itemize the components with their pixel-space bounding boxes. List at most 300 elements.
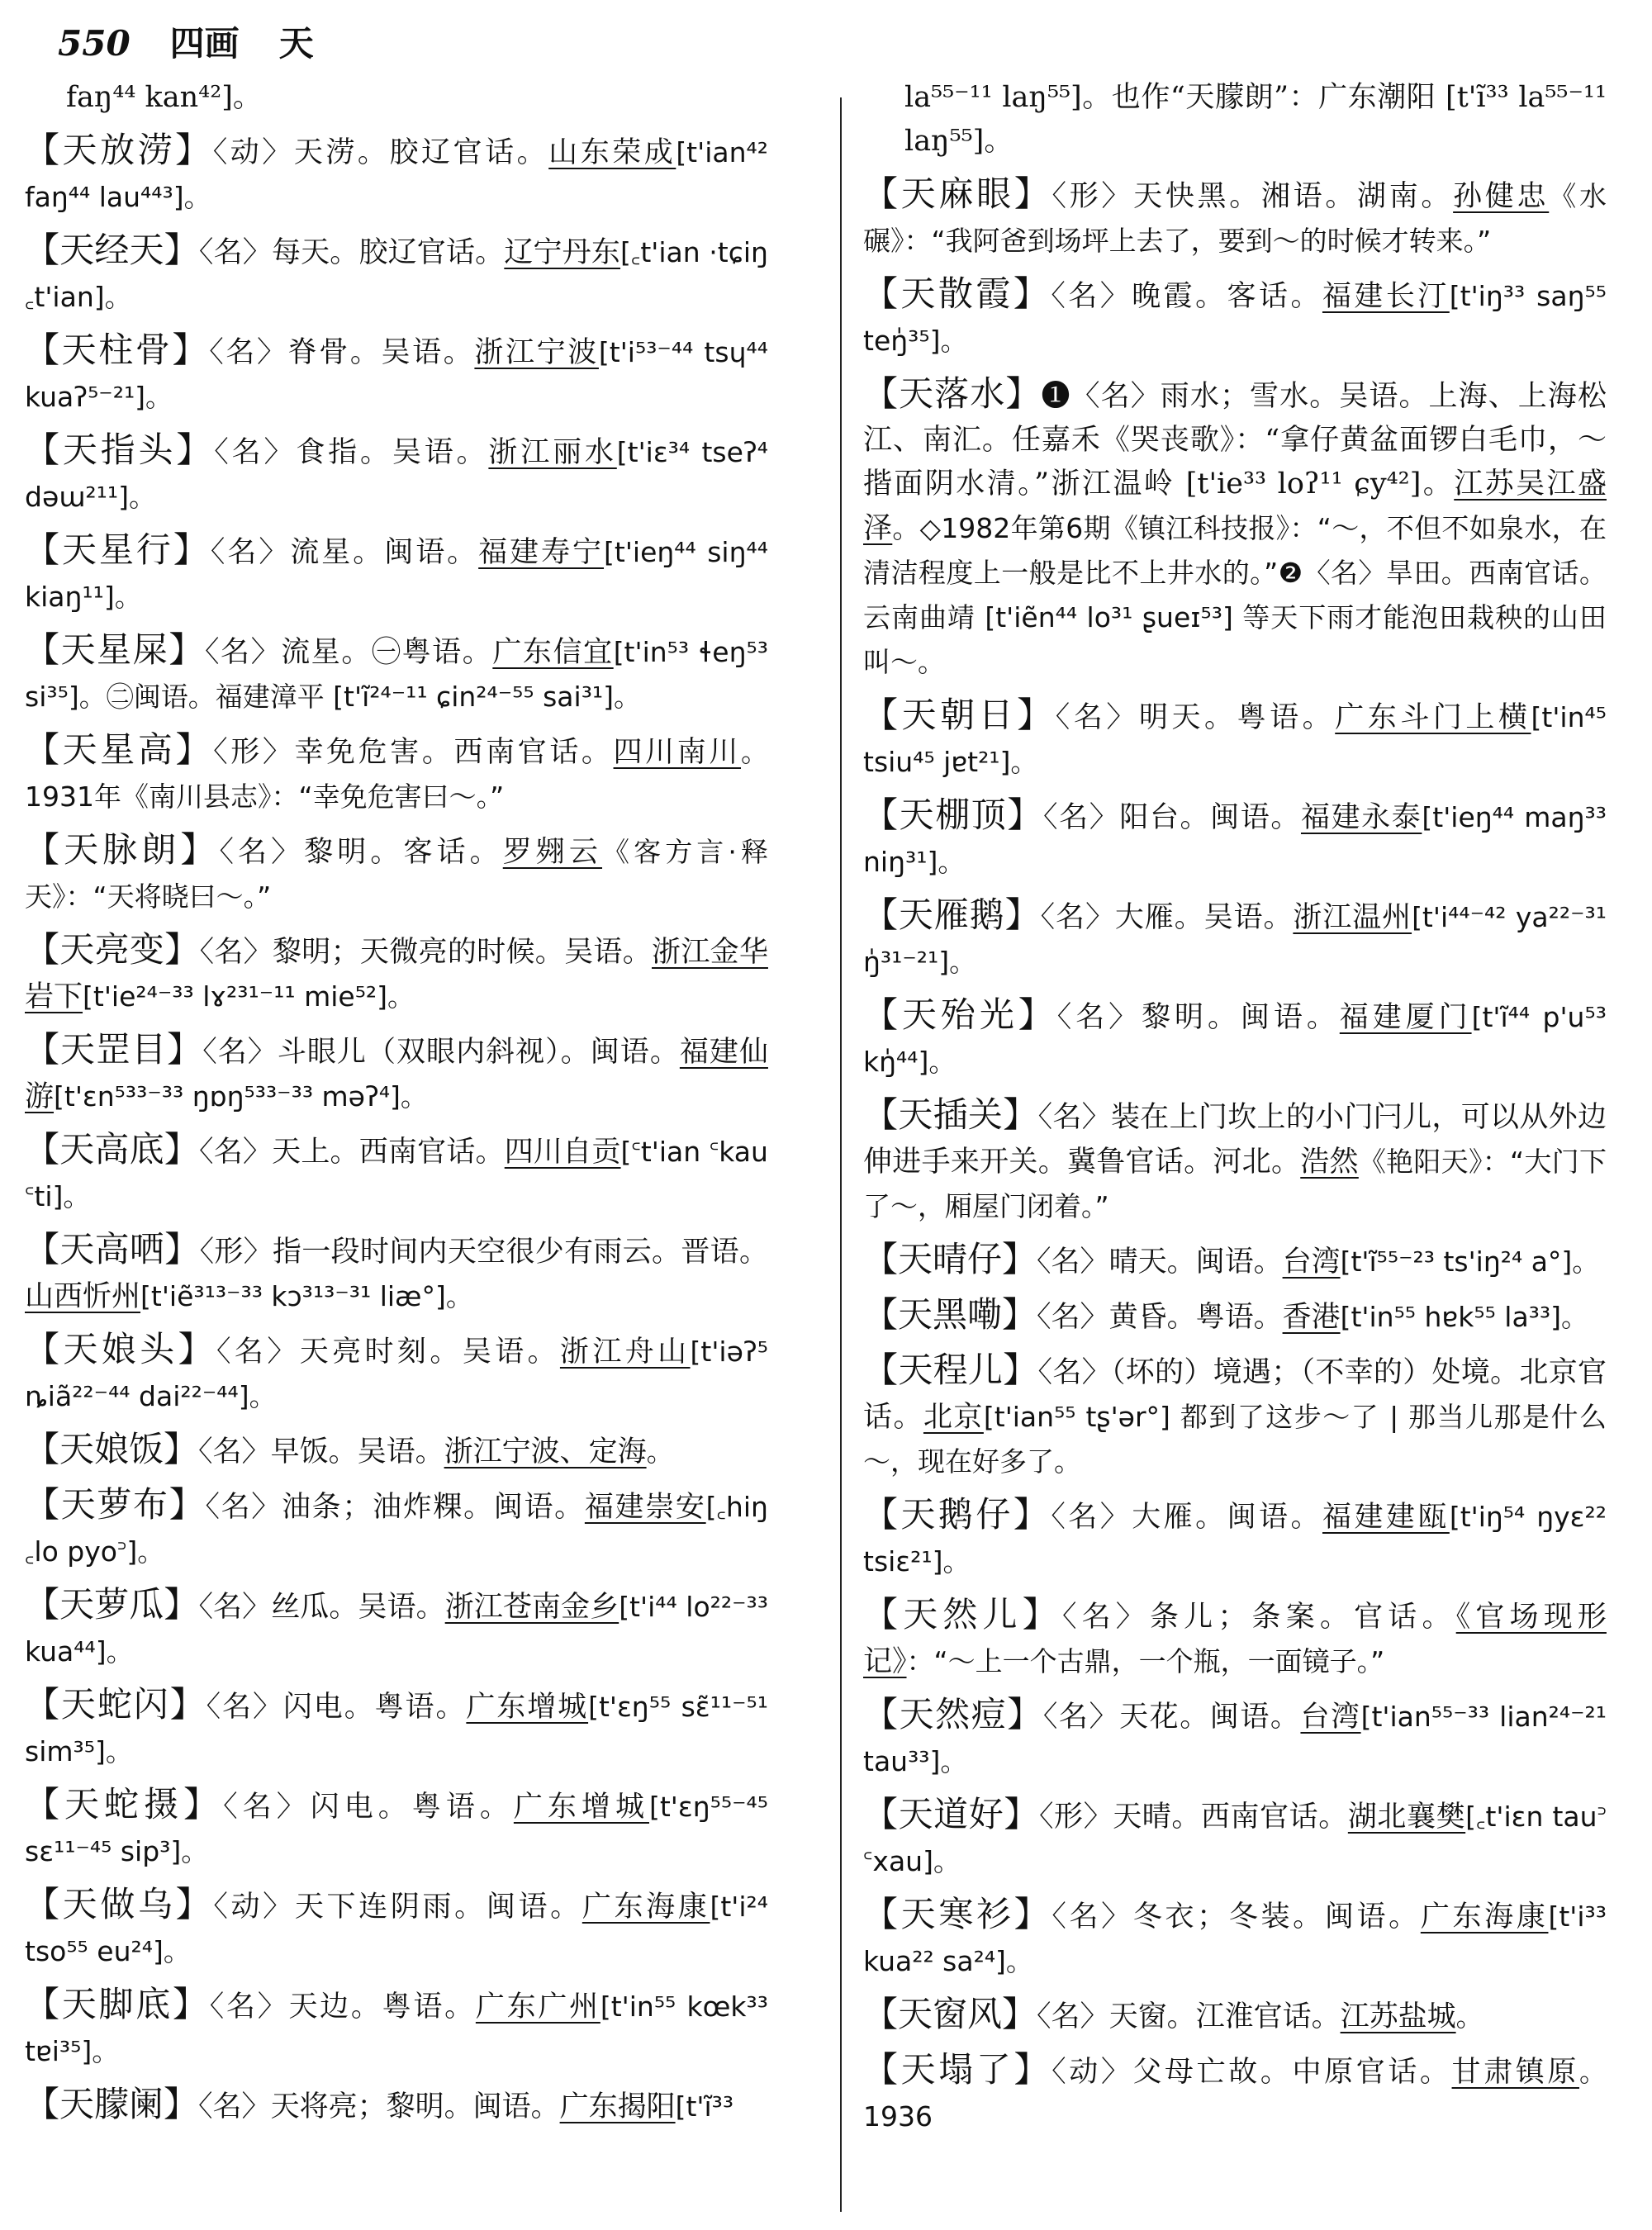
definition: 父母亡故。中原官话。 [1132,2056,1452,2089]
close-bracket: 】 [1017,695,1056,735]
dictionary-entry [863,372,1607,685]
part-of-speech: 〈名〉 [1056,1001,1142,1034]
location: 浙江宁波 [474,336,599,369]
location: 山东荣成 [548,136,676,169]
location: 广东增城 [466,1691,589,1724]
pronunciation: 。1936 [863,2056,1607,2133]
part-of-speech: 〈形〉 [213,736,295,769]
definition: 黎明。客话。 [304,836,503,869]
pronunciation: [t'ĩ³³ [675,2090,734,2123]
headword: 天雁鹅 [898,894,1005,935]
definition: 明天。粤语。 [1138,701,1336,734]
dictionary-entry [25,1682,768,1774]
close-bracket: 】 [1018,994,1057,1035]
open-bracket: 【 [863,795,900,835]
pronunciation: [t'ɛŋ⁵⁵ sɛ̃¹¹⁻⁵¹ sim³⁵]。 [25,1691,768,1767]
location: 浙江舟山 [559,1336,691,1369]
headword: 天放涝 [62,130,176,170]
location: 福建永泰 [1300,801,1422,834]
pronunciation: [t'ian⁵⁵⁻³³ lian²⁴⁻²¹ tau³³]。 [863,1701,1607,1777]
pronunciation: [t'iẽ³¹³⁻³³ kɔ³¹³⁻³¹ liæ°]。 [140,1280,473,1312]
close-bracket: 】 [164,1584,199,1625]
definition: 天亮时刻。吴语。 [299,1336,560,1369]
part-of-speech: 〈名〉 [1037,1245,1109,1279]
headword: 天黑嘞 [898,1294,1003,1335]
location: 四川自贡 [504,1136,621,1169]
definition: 黄昏。粤语。 [1108,1301,1283,1334]
headword: 天殆光 [901,994,1018,1035]
part-of-speech: 〈形〉 [1051,180,1134,213]
open-bracket: 【 [25,929,60,970]
open-bracket: 【 [863,1794,899,1834]
close-bracket: 】 [176,429,215,470]
part-of-speech: 〈名〉 [198,1435,271,1468]
pronunciation: [t'in⁴⁵ tsiu⁴⁵ jɐt²¹]。 [863,701,1607,778]
headword: 天亮变 [59,929,165,970]
pronunciation: [t'ĩ⁵⁵⁻²³ ts'iŋ²⁴ a°]。 [1340,1245,1600,1278]
open-bracket: 【 [863,1350,899,1390]
dictionary-entry [863,1093,1607,1229]
open-bracket: 【 [863,1994,899,2034]
dictionary-entry [863,1992,1607,2039]
definition: 天边。粤语。 [288,1990,476,2024]
headword: 天高底 [59,1129,164,1170]
pronunciation: [t'iŋ⁵⁴ ŋyɛ²² tsiɛ²¹]。 [863,1501,1607,1578]
open-bracket: 【 [863,1894,901,1934]
open-bracket: 【 [25,1984,62,2024]
location: 广东增城 [513,1791,649,1824]
dictionary-entry [25,1982,768,2074]
definition: 晚霞。客话。 [1132,280,1322,313]
location: 辽宁丹东 [504,236,621,269]
dictionary-entry [863,993,1607,1084]
headword: 天萝布 [60,1484,169,1525]
definition: 天快黑。湘语。湖南。 [1133,180,1454,213]
location: 湖北襄樊 [1347,1801,1466,1834]
definition: 雨水；雪水。吴语。上海、上海松江、南汇。任嘉禾《哭丧歌》：“拿仔黄盆面锣白毛巾，～揩面阴水清。”浙江温岭 [t'ie³³ loʔ¹¹ ɕy⁴²]。 [863,380,1607,501]
part-of-speech: 〈名〉 [209,336,288,369]
open-bracket: 【 [25,1029,61,1070]
definition: 油条；油炸粿。闽语。 [282,1491,585,1524]
definition: 幸免危害。西南官话。 [294,736,614,769]
headword: 天高哂 [59,1229,165,1269]
definition: （坏的）境遇；（不幸的）处境。北京官话。 [863,1356,1607,1434]
dictionary-entry [25,1782,768,1874]
headword: 天娘饭 [59,1429,164,1469]
part-of-speech: 〈名〉 [1042,1701,1120,1734]
dictionary-entry [863,1237,1607,1284]
definition: 天窗。江淮官话。 [1108,2000,1341,2033]
close-bracket: 】 [1005,373,1042,414]
definition: 早饭。吴语。 [270,1435,444,1468]
location: 浙江温州 [1293,901,1412,934]
location: 浙江苍南金乡 [444,1591,620,1624]
part-of-speech: 〈动〉 [212,136,294,169]
open-bracket: 【 [863,1494,901,1535]
part-of-speech: 〈名〉 [198,2090,271,2123]
definition: 大雁。闽语。 [1132,1501,1322,1534]
close-bracket: 】 [1014,173,1052,214]
headword: 天散霞 [900,273,1014,314]
headword: 天星行 [61,529,173,570]
open-bracket: 【 [25,1584,60,1625]
part-of-speech: 〈名〉 [210,536,291,569]
close-bracket: 】 [175,729,214,770]
open-bracket: 【 [863,994,902,1035]
location: 山西忻州 [25,1280,141,1313]
head-character: 天 [278,23,314,64]
definition: 流星。闽语。 [290,536,479,569]
location: 福建长汀 [1322,280,1450,313]
open-bracket: 【 [863,273,901,314]
pronunciation: [t'i⁴⁴ lo²²⁻³³ kua⁴⁴]。 [25,1591,768,1668]
dictionary-entry [863,793,1607,885]
part-of-speech: 〈动〉 [1051,2056,1133,2089]
close-bracket: 】 [164,2084,199,2124]
pronunciation: 《水碾》：“我阿爸到场坪上去了，要到～的时候才转来。” [863,180,1607,257]
dictionary-entry [25,1127,768,1219]
pronunciation: [꜀t'ian ·tɕiŋ ꜀t'ian]。 [25,236,768,313]
close-bracket: 】 [175,130,213,170]
definition: 冬衣；冬装。闽语。 [1132,1900,1421,1933]
dictionary-entry [25,1327,768,1419]
dictionary-entry [25,1582,768,1674]
open-bracket: 【 [25,330,62,370]
pronunciation: [t'in⁵³ ɬeŋ⁵³ si³⁵]。㊁闽语。福建漳平 [t'ĩ²⁴⁻¹¹ ɕin²⁴⁻⁵⁵ sai³¹]。 [25,636,768,713]
dictionary-entry [25,328,768,420]
pronunciation: [꜂t'ian ꜂kau ꜂ti]。 [25,1136,768,1212]
definition: 黎明；天微亮的时候。吴语。 [273,936,653,969]
part-of-speech: 〈名〉 [198,236,272,269]
location: 孙健忠 [1453,180,1550,213]
part-of-speech: 〈名〉 [1037,2000,1109,2033]
dictionary-entry [25,1027,768,1119]
close-bracket: 】 [1004,894,1041,935]
definition: 指一段时间内天空很少有雨云。晋语。 [273,1236,768,1269]
open-bracket: 【 [863,1294,899,1335]
location: 广东信宜 [492,636,614,669]
dictionary-entry [863,1592,1607,1684]
headword: 天娘头 [63,1329,178,1369]
location: 《官场现形记》 [863,1601,1607,1678]
close-bracket: 】 [175,1884,214,1924]
pronunciation: ：“～上一个古鼎，一个瓶，一面镜子。” [906,1645,1385,1677]
close-bracket: 】 [164,929,200,970]
open-bracket: 【 [863,1694,900,1734]
page-header [58,17,1602,74]
location: 浙江丽水 [488,436,617,469]
dictionary-entry [25,128,768,220]
pronunciation: [꜀hiŋ ꜀lo pyo꜄]。 [25,1491,768,1568]
left-column [25,76,768,2223]
open-bracket: 【 [25,130,63,170]
open-bracket: 【 [25,2084,60,2124]
headword: 天蛇摄 [64,1784,184,1824]
definition: 天涝。胶辽官话。 [293,136,549,169]
definition: 闪电。粤语。 [310,1791,514,1824]
pronunciation: [t'ie²⁴⁻³³ lɤ²³¹⁻¹¹ mie⁵²]。 [83,980,415,1013]
close-bracket: 】 [1003,1350,1038,1390]
dictionary-entry [25,1427,768,1474]
open-bracket: 【 [863,1094,899,1135]
headword: 天蛇闪 [60,1684,170,1725]
headword: 天寒衫 [900,1894,1014,1934]
location: 香港 [1282,1301,1341,1334]
pronunciation: 《艳阳天》：“大门下了～，厢屋门闭着。” [863,1146,1607,1222]
headword: 天棚顶 [899,795,1008,835]
dictionary-entry [863,1692,1607,1784]
close-bracket: 】 [169,1484,206,1525]
close-bracket: 】 [180,829,220,870]
location: 福建寿宁 [478,536,605,569]
column-divider [840,97,842,2212]
dictionary-entry [863,1892,1607,1984]
close-bracket: 】 [1002,1294,1037,1335]
open-bracket: 【 [25,1784,65,1824]
definition: 黎明。闽语。 [1142,1001,1340,1034]
location: 福建仙游 [25,1036,768,1113]
pronunciation: [t'iɛ³⁴ tseʔ⁴ dəɯ²¹¹]。 [25,436,768,513]
headword: 天指头 [62,429,177,470]
close-bracket: 】 [164,230,199,270]
close-bracket: 】 [1003,1094,1038,1135]
part-of-speech: 〈名〉 [219,836,305,869]
headword: 天脚底 [61,1984,173,2024]
location: 四川南川 [613,736,741,769]
pronunciation: [t'ĩ⁴⁴ p'u⁵³ kŋ̍⁴⁴]。 [863,1001,1607,1078]
pronunciation: [꜀t'iɛn tau꜄ ꜂xau]。 [863,1801,1607,1877]
location: 甘肃镇原 [1451,2056,1579,2089]
close-bracket: 】 [183,1784,224,1824]
open-bracket: 【 [25,629,61,670]
dictionary-entry [863,1348,1607,1484]
pronunciation: [t'in⁵⁵ hɐk⁵⁵ la³³]。 [1340,1301,1589,1333]
open-bracket: 【 [25,1484,61,1525]
part-of-speech: 〈名〉 [1037,1101,1111,1134]
open-bracket: 【 [863,894,899,935]
part-of-speech: 〈名〉 [1061,1601,1150,1634]
close-bracket: 】 [1014,2049,1052,2090]
dictionary-entry [25,1227,768,1319]
pronunciation: [t'i²⁴ tso⁵⁵ eu²⁴]。 [25,1891,768,1967]
close-bracket: 】 [164,1429,199,1469]
dictionary-entry [25,728,768,819]
headword: 天然儿 [903,1594,1023,1635]
pronunciation: [t'ian⁴² faŋ⁴⁴ lau⁴⁴³]。 [25,136,768,213]
location: 福建崇安 [584,1491,706,1524]
open-bracket: 【 [25,230,60,270]
part-of-speech: 〈名〉 [1051,1501,1132,1534]
open-bracket: 【 [25,429,63,470]
pronunciation: [t'ieŋ⁴⁴ maŋ³³ niŋ³¹]。 [863,801,1607,878]
close-bracket: 】 [164,1229,200,1269]
headword: 天插关 [898,1094,1004,1135]
part-of-speech: 〈名〉 [209,1990,289,2024]
open-bracket: 【 [863,2049,901,2090]
pronunciation: [t'ɛn⁵³³⁻³³ ŋɒŋ⁵³³⁻³³ məʔ⁴]。 [54,1080,428,1113]
headword: 天鹅仔 [900,1494,1014,1535]
definition: 大雁。吴语。 [1114,901,1294,934]
dictionary-entry [25,528,768,619]
definition: 晴天。闽语。 [1108,1245,1283,1279]
headword: 天罡目 [60,1029,168,1070]
location: 广东海康 [1420,1900,1549,1933]
part-of-speech: 〈名〉 [202,1036,278,1069]
part-of-speech: 〈名〉 [1037,1356,1111,1389]
definition: 斗眼儿（双眼内斜视）。闽语。 [277,1036,680,1069]
close-bracket: 】 [1002,1239,1037,1279]
part-of-speech: 〈名〉 [214,436,297,469]
dictionary-entry [863,1492,1607,1584]
dictionary-entry [863,893,1607,985]
headword: 天道好 [898,1794,1004,1834]
close-bracket: 】 [1013,1494,1051,1535]
dictionary-entry [863,693,1607,785]
open-bracket: 【 [25,529,62,570]
part-of-speech: 〈名〉 [199,936,273,969]
dictionary-entry [25,428,768,520]
dictionary-entry [25,628,768,719]
headword: 天晴仔 [898,1239,1003,1279]
location: 北京 [923,1401,984,1434]
close-bracket: 】 [1022,1594,1062,1635]
definition: 阳台。闽语。 [1119,801,1301,834]
location: 广东斗门上横 [1335,701,1531,734]
definition: 天上。西南官话。 [272,1136,505,1169]
dictionary-entry [863,1792,1607,1884]
open-bracket: 【 [25,829,64,870]
part-of-speech: 〈名〉 [1043,801,1120,834]
dictionary-entry [25,228,768,320]
headword: 天程儿 [898,1350,1004,1390]
close-bracket: 】 [178,1329,217,1369]
dictionary-entry [25,1483,768,1574]
dictionary-entry [863,172,1607,263]
definition: 天晴。西南官话。 [1113,1801,1348,1834]
close-bracket: 】 [1002,1994,1037,2034]
definition: 脊骨。吴语。 [287,336,475,369]
headword: 天麻眼 [900,173,1014,214]
open-bracket: 【 [863,1239,899,1279]
definition: 天将亮；黎明。闽语。 [270,2090,560,2123]
pronunciation: [t'i⁵³⁻⁴⁴ tsɥ⁴⁴ kuaʔ⁵⁻²¹]。 [25,336,768,413]
definition: 天下连阴雨。闽语。 [294,1891,582,1924]
pronunciation: [t'ɛŋ⁵⁵⁻⁴⁵ sɛ¹¹⁻⁴⁵ sip³]。 [25,1791,768,1867]
entry-continuation: la⁵⁵⁻¹¹ laŋ⁵⁵]。也作“天朦朗”：广东潮阳 [t'ĩ³³ la⁵⁵⁻¹¹ laŋ⁵⁵]。 [904,81,1607,158]
location: 台湾 [1300,1701,1361,1734]
open-bracket: 【 [863,1594,904,1635]
definition: 条儿；条案。官话。 [1150,1601,1456,1634]
close-bracket: 】 [172,330,210,370]
part-of-speech: 〈名〉 [1055,701,1139,734]
location: 广东广州 [475,1990,601,2024]
open-bracket: 【 [25,1684,61,1725]
page-number: 550 [58,23,131,64]
dictionary-entry [25,2082,768,2129]
pronunciation: [t'iŋ³³ saŋ⁵⁵ teŋ̍³⁵]。 [863,280,1607,357]
headword: 天柱骨 [61,330,173,370]
headword: 天塌了 [900,2049,1014,2090]
entry-continuation: faŋ⁴⁴ kan⁴²]。 [66,81,262,114]
part-of-speech: 〈形〉 [1038,1801,1113,1834]
part-of-speech: 〈名〉 [1040,901,1115,934]
open-bracket: 【 [863,373,900,414]
headword: 天朝日 [901,695,1018,735]
dictionary-entry [25,828,768,919]
close-bracket: 】 [169,1684,206,1725]
definition: 流星。㊀粤语。 [281,636,493,669]
close-bracket: 】 [1007,1694,1043,1734]
location: 福建厦门 [1339,1001,1472,1034]
part-of-speech: ❶〈名〉 [1041,380,1161,413]
dictionary-entry [863,1293,1607,1340]
pronunciation: [t'in⁵⁵ kœk³³ tɐi³⁵]。 [25,1990,768,2067]
close-bracket: 】 [1007,795,1044,835]
headword: 天星高 [62,729,176,770]
close-bracket: 】 [167,1029,203,1070]
part-of-speech: 〈名〉 [216,1336,300,1369]
headword: 天星屎 [60,629,169,670]
definition: 闪电。粤语。 [282,1691,467,1724]
definition: 装在上门坎上的小门闩儿，可以从外边伸进手来开关。冀鲁官话。河北。 [863,1101,1607,1179]
open-bracket: 【 [863,173,901,214]
part-of-speech: 〈名〉 [205,1491,282,1524]
headword: 天朦阑 [59,2084,164,2124]
part-of-speech: 〈名〉 [199,1136,273,1169]
headword: 天然痘 [899,1694,1008,1734]
part-of-speech: 〈形〉 [199,1236,273,1269]
headword: 天萝瓜 [59,1584,164,1625]
close-bracket: 】 [1004,1794,1039,1834]
headword: 天经天 [59,230,164,270]
open-bracket: 【 [25,729,63,770]
part-of-speech: 〈名〉 [1051,280,1132,313]
pronunciation: 。1931年《南川县志》：“幸免危害曰～。” [25,736,768,813]
dictionary-entry [25,1882,768,1974]
location: 江苏盐城 [1340,2000,1456,2033]
part-of-speech: 〈名〉 [206,1691,283,1724]
open-bracket: 【 [25,1129,60,1170]
pronunciation: [t'ian⁵⁵ tʂ'ər°] 都到了这步～了 | 那当儿那是什么～，现在好多了。 [863,1401,1607,1478]
location: 罗翙云 [502,836,603,869]
location: 台湾 [1282,1245,1341,1279]
close-bracket: 】 [1014,1894,1052,1934]
location: 浩然 [1300,1146,1359,1179]
open-bracket: 【 [25,1429,60,1469]
definition: 天花。闽语。 [1119,1701,1301,1734]
dictionary-entry [25,928,768,1019]
part-of-speech: 〈名〉 [204,636,282,669]
close-bracket: 】 [173,529,211,570]
location: 江苏吴江盛泽 [863,467,1607,545]
open-bracket: 【 [863,695,902,735]
part-of-speech: 〈名〉 [1051,1900,1133,1933]
location: 浙江金华岩下 [25,936,768,1013]
location: 广东海康 [582,1891,710,1924]
definition: 每天。胶辽官话。 [271,236,505,269]
part-of-speech: 〈名〉 [1037,1301,1109,1334]
close-bracket: 】 [1013,273,1051,314]
pronunciation: 。◇1982年第6期《镇江科技报》：“～，不但不如泉水，在清洁程度上一般是比不上井水的。”❷〈名〉旱田。西南官话。云南曲靖 [t'iẽn⁴⁴ lo³¹ ʂueɪ⁵³] 等天下雨才能泡田栽秧的山田叫～。 [863,512,1607,678]
open-bracket: 【 [25,1884,63,1924]
location: 浙江宁波、定海 [444,1435,647,1468]
pronunciation: [t'i⁴⁴⁻⁴² ya²²⁻³¹ ŋ̍³¹⁻²¹]。 [863,901,1607,978]
headword: 天窗风 [898,1994,1003,2034]
close-bracket: 】 [172,1984,210,2024]
location: 广东揭阳 [559,2090,676,2123]
part-of-speech: 〈名〉 [223,1791,311,1824]
close-bracket: 】 [164,1129,200,1170]
